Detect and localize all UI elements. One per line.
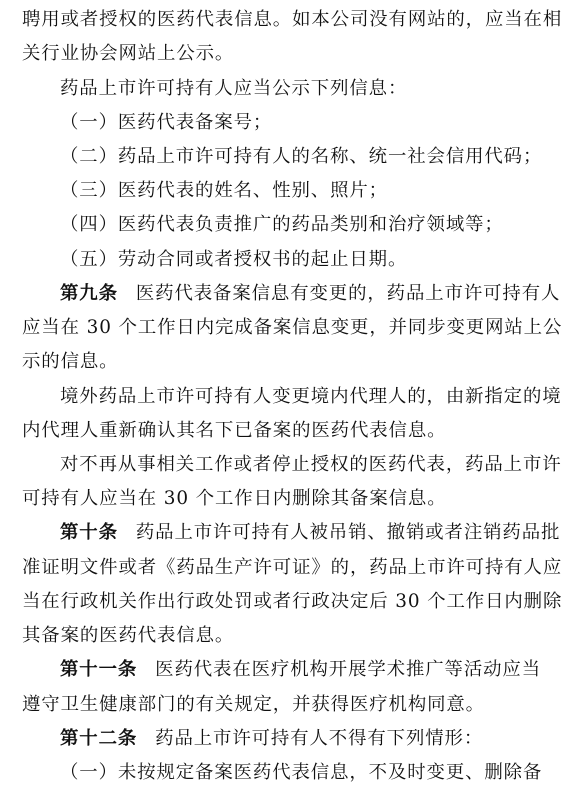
text-line: 聘用或者授权的医药代表信息。如本公司没有网站的，应当在相 (22, 9, 563, 30)
text-line: 可持有人应当在 30 个工作日内删除其备案信息。 (22, 488, 447, 509)
list-item: （一）未按规定备案医药代表信息，不及时变更、删除备 (60, 762, 543, 783)
article-11: 第十一条 医药代表在医疗机构开展学术推广等活动应当 (60, 659, 541, 680)
list-item: （二）药品上市许可持有人的名称、统一社会信用代码； (60, 146, 543, 167)
list-item: （一）医药代表备案号； (60, 112, 273, 133)
article-heading: 第十二条 (60, 728, 138, 749)
text-line: 当在行政机关作出行政处罚或者行政决定后 30 个工作日内删除 (22, 591, 563, 612)
article-10: 第十条 药品上市许可持有人被吊销、撤销或者注销药品批 (60, 522, 561, 543)
text-line: 准证明文件或者《药品生产许可证》的，药品上市许可持有人应 (22, 557, 563, 578)
text-line: 药品上市许可持有人应当公示下列信息： (60, 78, 408, 99)
text-line: 遵守卫生健康部门的有关规定，并获得医疗机构同意。 (22, 694, 485, 715)
article-heading: 第十条 (60, 522, 118, 543)
text-line: 内代理人重新确认其名下已备案的医药代表信息。 (22, 420, 447, 441)
text-line: 示的信息。 (22, 351, 119, 372)
list-item: （三）医药代表的姓名、性别、照片； (60, 180, 388, 201)
article-heading: 第九条 (60, 283, 118, 304)
text-line: 对不再从事相关工作或者停止授权的医药代表，药品上市许 (60, 454, 562, 475)
text-line: 其备案的医药代表信息。 (22, 625, 235, 646)
article-9: 第九条 医药代表备案信息有变更的，药品上市许可持有人 (60, 283, 561, 304)
text-line: 应当在 30 个工作日内完成备案信息变更，并同步变更网站上公 (22, 317, 563, 338)
text-line: 境外药品上市许可持有人变更境内代理人的，由新指定的境 (60, 386, 562, 407)
article-12: 第十二条 药品上市许可持有人不得有下列情形： (60, 728, 484, 749)
list-item: （五）劳动合同或者授权书的起止日期。 (60, 249, 408, 270)
article-heading: 第十一条 (60, 659, 138, 680)
list-item: （四）医药代表负责推广的药品类别和治疗领域等； (60, 214, 504, 235)
text-line: 关行业协会网站上公示。 (22, 43, 235, 64)
